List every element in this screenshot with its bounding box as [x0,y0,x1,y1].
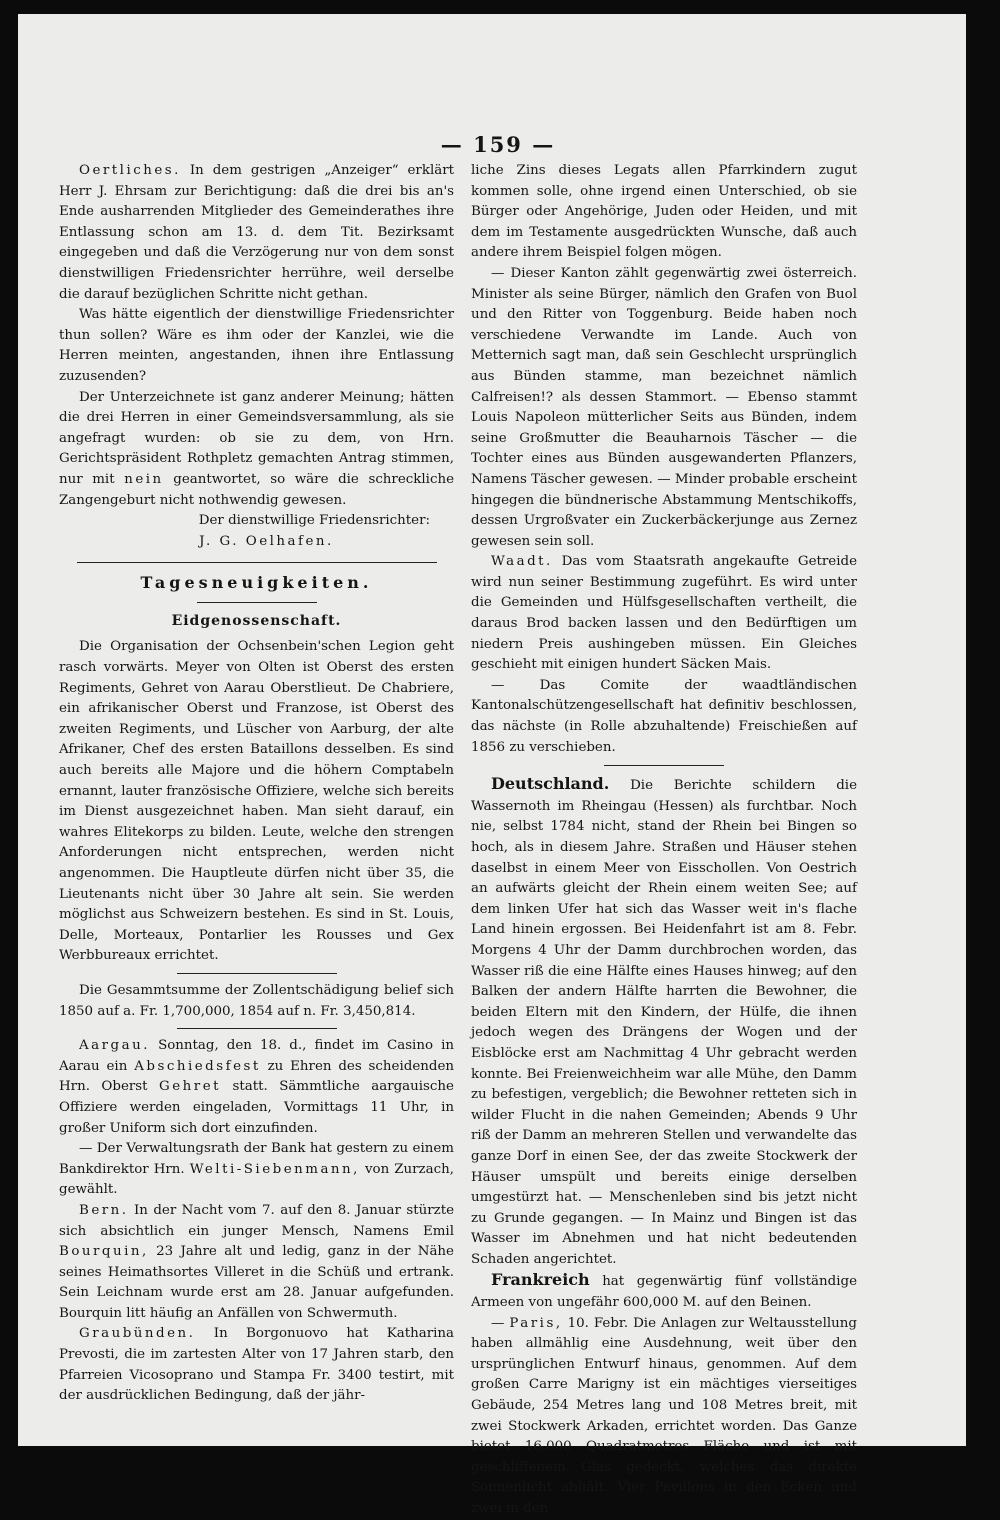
paris-paragraph: — Paris, 10. Febr. Die Anlagen zur Weltausstellung haben allmählig eine Ausdehnung, weit über den ursprünglichen Entwurf hinaus, genommen. Auf dem großen Carre Marigny ist ein mächtiges vierseitiges Gebäude, 254 Metres lang und 108 Metres breit, mit zwei Stockwerk Arkaden, errichtet worden. Das Ganze bietet 16,000 Quadratmetres Fläche und ist mit geschliffenem Glas gedeckt, welches das direkte Sonnenlicht abhält. Vier Pavillons in den Ecken und zwei in den [471,1315,857,1516]
bern-label: Bern. [79,1202,129,1218]
frankreich-paragraph: Frankreich hat gegenwärtig fünf vollständige Armeen von ungefähr 600,000 M. auf den Beinen. [471,1270,857,1311]
legion-paragraph: Die Organisation der Ochsenbein'schen Legion geht rasch vorwärts. Meyer von Olten ist Oberst des ersten Regiments, Gehret von Aarau Oberstlieut. De Chabriere, ein afrikanischer Oberst und Franzose, ist Oberst des zweiten Regiments, und Lüscher von Aarburg, der alte Afrikaner, Chef des ersten Bataillons desselben. Es sind auch bereits alle Majore und die höhern Comptabeln ernannt, lauter französische Offiziere, welche sich bereits im Dienst ausgezeichnet haben. Man sieht darauf, ein wahres Elitekorps zu bilden. Leute, welche den strengen Anforderungen nicht entsprechen, werden nicht angenommen. Die Hauptleute dürfen nicht über 35, die Lieutenants nicht über 30 Jahre alt sein. Sie werden möglichst aus Schweizern bestehen. Es sind in St. Louis, Delle, Morteaux, Pontarlier les Rousses und Gex Werbbureaux errichtet. [59,639,454,964]
signature-name: J. G. Oelhafen. [199,533,334,549]
item-divider [177,973,337,974]
waadt-paragraph: Waadt. Das vom Staatsrath angekaufte Getreide wird nun seiner Bestimmung zugeführt. Es wird unter die Gemeinden und Hülfsgesellschaften vertheilt, die daraus Brod backen lassen und den Bedürftigen um niedern Preis aushingeben müssen. Ein Gleiches geschieht mit einigen hundert Säcken Mais. [471,554,857,673]
aargau-paragraph: Aargau. Sonntag, den 18. d., findet im Casino in Aarau ein Abschiedsfest zu Ehren des scheidenden Hrn. Oberst Gehret statt. Sämmtliche aargauische Offiziere werden eingeladen, Vormittags 11 Uhr, in großer Uniform sich dort einzufinden. [59,1038,454,1136]
aargau-label: Aargau. [79,1038,150,1054]
bern-paragraph: Bern. In der Nacht vom 7. auf den 8. Januar stürzte sich absichtlich ein junger Mensch, Namens Emil Bourquin, 23 Jahre alt und ledig, ganz in der Nähe seines Heimathsortes Villeret in die Schüß und ertrank. Sein Leichnam wurde erst am 28. Januar aufgefunden. Bourquin litt häufig an Anfällen von Schwermuth. [59,1202,454,1321]
graubuenden-label: Graubünden. [79,1326,196,1342]
title-divider [197,602,317,603]
deutschland-paragraph: Deutschland. Die Berichte schildern die Wassernoth im Rheingau (Hessen) als furchtbar. Noch nie, selbst 1784 nicht, stand der Rhein bei Bingen so hoch, als in diesem Jahre. Straßen und Häuser stehen daselbst in einem Meer von Eisschollen. Von Oestrich an aufwärts gleicht der Rhein einem weiten See; auf dem linken Ufer hat sich das Wasser weit in's flache Land hinein ergossen. Bei Heidenfahrt ist am 8. Febr. Morgens 4 Uhr der Damm durchbrochen worden, das Wasser riß die eine Hälfte eines Hauses hinweg; auf den Balken der andern Hälfte harrten die Bewohner, die beiden Eltern mit den Kindern, der Hülfe, die ihnen jedoch wegen des Drängens der Wogen und der Eisblöcke erst am Nachmittag 4 Uhr gebracht werden konnte. Bei Freienweichheim war alle Mühe, den Damm zu befestigen, vergeblich; die Bewohner retteten sich in wilder Flucht in die nahen Gemeinden; Abends 9 Uhr riß der Damm an mehreren Stellen und verwandelte das ganze Dorf in einen See, der das zweite Stockwerk der Häuser umspült und bereits einige derselben umgestürzt hat. — Menschenleben sind bis jetzt nicht zu Grunde gegangen. — In Mainz und Bingen ist das Wasser im Abnehmen und hat nicht bedeutenden Schaden angerichtet. [471,774,858,1267]
section-divider [77,562,437,563]
page-number: — 159 — [440,132,556,157]
signature-line: Der dienstwillige Friedensrichter: [198,513,430,529]
comite-paragraph: — Das Comite der waadtländischen Kantonalschützengesellschaft hat definitiv beschlossen, das nächste (in Rolle abzuhaltende) Freischießen auf 1856 zu verschieben. [471,677,857,755]
paris-label: Paris, [509,1315,563,1331]
oertliches-paragraph [59,161,454,305]
subsection-title: Eidgenossenschaft. [171,612,342,629]
newspaper-page [18,14,966,1516]
graubuenden-paragraph: Graubünden. In Borgonuovo hat Katharina Prevosti, die im zartesten Alter von 17 Jahren starb, den Pfarreien Vicosoprano und Stampa Fr. 3400 testirt, mit der ausdrücklichen Bedingung, daß der jähr- [59,1326,454,1404]
left-column [59,161,454,1407]
nein-emphasis: nein [124,471,164,487]
waadt-label: Waadt. [491,554,553,570]
section-title: Tagesneuigkeiten. [140,573,373,593]
right-column [471,161,857,1520]
oertliches-opinion: Der Unterzeichnete ist ganz anderer Meinung; hätten die drei Herren in einer Gemeindsversammlung, als sie angefragt wurden: ob sie zu dem, von Hrn. Gerichtspräsident Rothpletz gemachten Antrag stimmen, nur mit nein geantwortet, so wäre die schreckliche Zangengeburt nicht nothwendig gewesen. [59,389,454,508]
oertliches-label: Oertliches. [79,163,181,178]
item-divider [604,765,724,766]
oesterreich-paragraph: — Dieser Kanton zählt gegenwärtig zwei österreich. Minister als seine Bürger, nämlich den Grafen von Buol und den Ritter von Toggenburg. Beide haben noch verschiedene Verwandte im Lande. Auch von Metternich sagt man, daß sein Geschlecht ursprünglich aus Bünden stamme, man bezeichnet nämlich Calfreisen!? als dessen Stammort. — Ebenso stammt Louis Napoleon mütterlicher Seits aus Bünden, indem seine Großmutter die Beauharnois Täscher — die Tochter eines aus Bünden ausgewanderten Pflanzers, Namens Täscher gewesen. — Minder probable erscheint hingegen die bündnerische Abstammung Mentschikoffs, dessen Urgroßvater ein Zuckerbäckerjunge aus Zernez gewesen sein soll. [471,265,857,549]
frankreich-label: Frankreich [491,1270,590,1290]
graubuenden-continuation: liche Zins dieses Legats allen Pfarrkindern zugut kommen solle, ohne irgend einen Unterschied, ob sie Bürger oder Angehörige, Juden oder Heiden, und mit dem im Testamente ausgedrückten Wunsche, daß auch andere ihrem Beispiel folgen mögen. [471,163,857,261]
bank-paragraph: — Der Verwaltungsrath der Bank hat gestern zu einem Bankdirektor Hrn. Welti-Siebenmann, von Zurzach, gewählt. [59,1141,454,1198]
deutschland-label: Deutschland. [491,774,610,794]
item-divider [177,1028,337,1029]
oertliches-question: Was hätte eigentlich der dienstwillige Friedensrichter thun sollen? Wäre es ihm oder der Kanzlei, wie die Herren meinten, angestanden, ihnen ihre Entlassung zuzusenden? [59,307,454,384]
oertliches-text: In dem gestrigen „Anzeiger“ erklärt Herr J. Ehrsam zur Berichtigung: daß die drei bis an's Ende ausharrenden Mitglieder des Gemeinderathes ihre Entlassung schon am 13. d. dem Tit. Bezirksamt eingegeben und daß die Verzögerung nur von dem sonst dienstwilligen Friedensrichter herrühre, weil derselbe die darauf bezüglichen Schritte nicht gethan. [59,163,454,302]
zoll-paragraph: Die Gesammtsumme der Zollentschädigung belief sich 1850 auf a. Fr. 1,700,000, 1854 auf n. Fr. 3,450,814. [59,982,454,1019]
